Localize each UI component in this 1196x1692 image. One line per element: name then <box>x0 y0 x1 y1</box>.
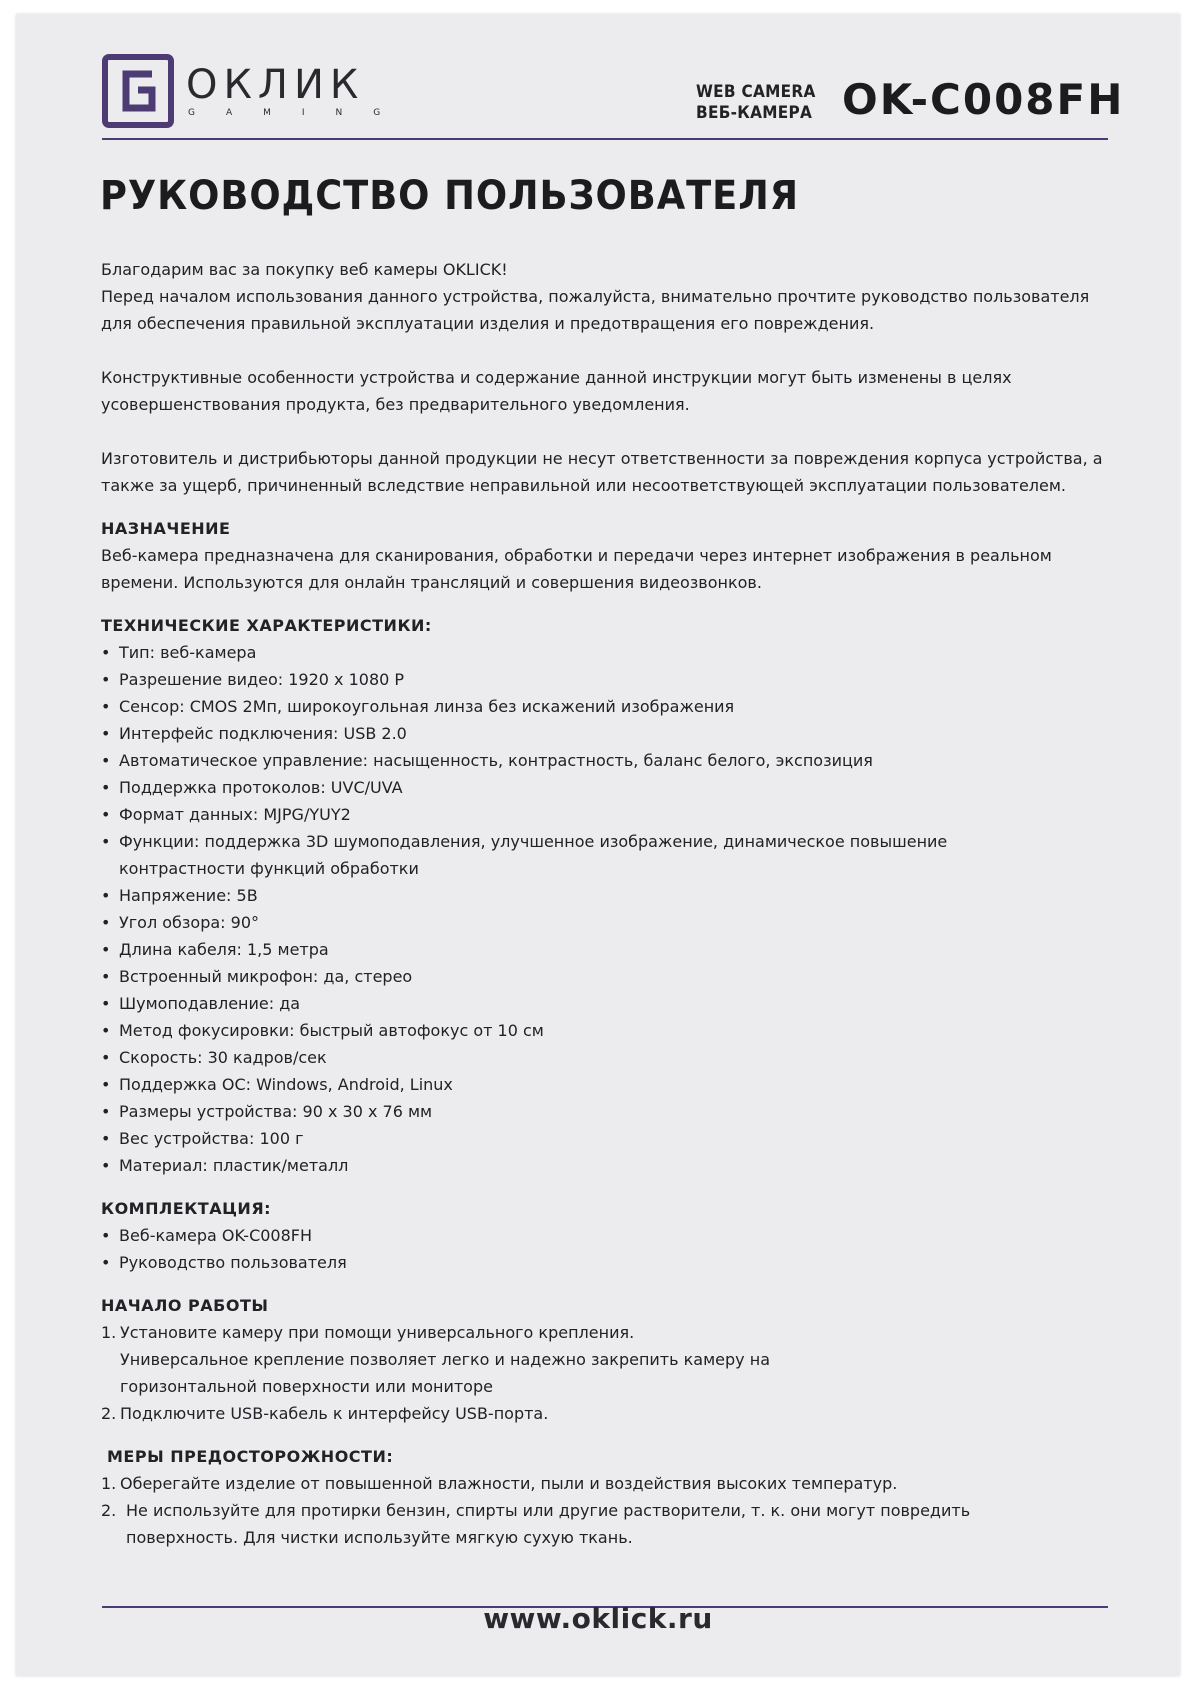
safety-text: Не используйте для протирки бензин, спирты или другие растворители, т. к. они могут повредить <box>126 1501 971 1520</box>
spec-item: • Формат данных: MJPG/YUY2 <box>101 801 1121 828</box>
website-link[interactable]: www.oklick.ru <box>483 1602 713 1635</box>
spec-item: • Встроенный микрофон: да, стерео <box>101 963 1121 990</box>
step-number: 1. <box>101 1323 117 1342</box>
intro-before-use-line: для обеспечения правильной эксплуатации изделия и предотвращения его повреждения. <box>101 314 875 333</box>
intro-changes-line: Конструктивные особенности устройства и содержание данной инструкции могут быть изменены в целях <box>101 368 1012 387</box>
intro-before-use-line: Перед началом использования данного устройства, пожалуйста, внимательно прочтите руководство пользователя <box>101 287 1090 306</box>
spec-item: • Размеры устройства: 90 х 30 х 76 мм <box>101 1098 1121 1125</box>
intro-changes-line: усовершенствования продукта, без предварительного уведомления. <box>101 395 690 414</box>
product-model: OK-C008FH <box>842 75 1125 124</box>
purpose-line: Веб-камера предназначена для сканирования, обработки и передачи через интернет изображения в реальном <box>101 546 1052 565</box>
safety-section <box>101 1443 1121 1470</box>
step-text: Установите камеру при помощи универсального крепления. <box>120 1323 635 1342</box>
spec-item: • Вес устройства: 100 г <box>101 1125 1121 1152</box>
brand-logo <box>102 54 411 128</box>
spec-item: • Тип: веб-камера <box>101 639 1121 666</box>
product-type-ru: ВЕБ-КАМЕРА <box>696 103 813 123</box>
brand-subtitle: GAMING <box>188 108 412 118</box>
purpose-heading: НАЗНАЧЕНИЕ <box>101 519 231 538</box>
step-text: Подключите USB-кабель к интерфейсу USB-порта. <box>120 1404 549 1423</box>
safety-item <box>101 1497 1121 1551</box>
spec-item: • Сенсор: CMOS 2Мп, широкоугольная линза без искажений изображения <box>101 693 1121 720</box>
spec-item: • Скорость: 30 кадров/сек <box>101 1044 1121 1071</box>
specs-heading: ТЕХНИЧЕСКИЕ ХАРАКТЕРИСТИКИ: <box>101 616 432 635</box>
spec-functions-continuation: контрастности функций обработки <box>119 859 419 878</box>
getting-started-heading: НАЧАЛО РАБОТЫ <box>101 1296 269 1315</box>
product-type <box>696 82 816 124</box>
safety-number: 2. <box>101 1501 117 1520</box>
spec-functions-text: Функции: поддержка 3D шумоподавления, улучшенное изображение, динамическое повышение <box>119 832 948 851</box>
step-text-continuation: Универсальное крепление позволяет легко и надежно закрепить камеру на <box>120 1350 770 1369</box>
spec-item: • Интерфейс подключения: USB 2.0 <box>101 720 1121 747</box>
package-item: • Руководство пользователя <box>101 1249 1121 1276</box>
spec-item: • Метод фокусировки: быстрый автофокус от 10 см <box>101 1017 1121 1044</box>
package-list <box>101 1222 1121 1276</box>
spec-item: • Автоматическое управление: насыщенность, контрастность, баланс белого, экспозиция <box>101 747 1121 774</box>
product-type-en: WEB CAMERA <box>696 82 816 102</box>
manual-page <box>16 14 1180 1676</box>
spec-item: • Угол обзора: 90° <box>101 909 1121 936</box>
step-number: 2. <box>101 1404 117 1423</box>
getting-started-steps <box>101 1319 1121 1427</box>
spec-item: • Напряжение: 5В <box>101 882 1121 909</box>
oklick-g-icon <box>102 54 174 128</box>
spec-item-functions <box>101 828 1121 882</box>
spec-item: • Материал: пластик/металл <box>101 1152 1121 1179</box>
brand-name: ОКЛИК <box>186 62 365 108</box>
header-divider <box>102 138 1108 140</box>
package-item: • Веб-камера OK-C008FH <box>101 1222 1121 1249</box>
specs-list <box>101 639 1121 1179</box>
safety-text-continuation: поверхность. Для чистки используйте мягкую сухую ткань. <box>126 1528 633 1547</box>
manual-body <box>101 256 1121 1551</box>
purpose-line: времени. Используются для онлайн трансляций и совершения видеозвонков. <box>101 573 762 592</box>
intro-liability-line: Изготовитель и дистрибьюторы данной продукции не несут ответственности за повреждения корпуса устройства, а <box>101 449 1103 468</box>
safety-item <box>101 1470 1121 1497</box>
spec-item: • Шумоподавление: да <box>101 990 1121 1017</box>
spec-item: • Длина кабеля: 1,5 метра <box>101 936 1121 963</box>
package-heading: КОМПЛЕКТАЦИЯ: <box>101 1199 272 1218</box>
safety-heading: МЕРЫ ПРЕДОСТОРОЖНОСТИ: <box>107 1447 394 1466</box>
intro-liability-line: также за ущерб, причиненный вследствие неправильной или несоответствующей эксплуатации пользователем. <box>101 476 1067 495</box>
page-title: РУКОВОДСТВО ПОЛЬЗОВАТЕЛЯ <box>100 173 799 219</box>
spec-item: • Разрешение видео: 1920 х 1080 Р <box>101 666 1121 693</box>
step-item <box>101 1400 1121 1427</box>
safety-text: Оберегайте изделие от повышенной влажности, пыли и воздействия высоких температур. <box>120 1474 898 1493</box>
safety-list <box>101 1470 1121 1551</box>
step-text-continuation: горизонтальной поверхности или мониторе <box>120 1377 493 1396</box>
step-item <box>101 1319 1121 1400</box>
spec-item: • Поддержка протоколов: UVC/UVA <box>101 774 1121 801</box>
spec-item: • Поддержка ОС: Windows, Android, Linux <box>101 1071 1121 1098</box>
intro-thanks: Благодарим вас за покупку веб камеры OKLICK! <box>101 260 508 279</box>
safety-number: 1. <box>101 1474 117 1493</box>
